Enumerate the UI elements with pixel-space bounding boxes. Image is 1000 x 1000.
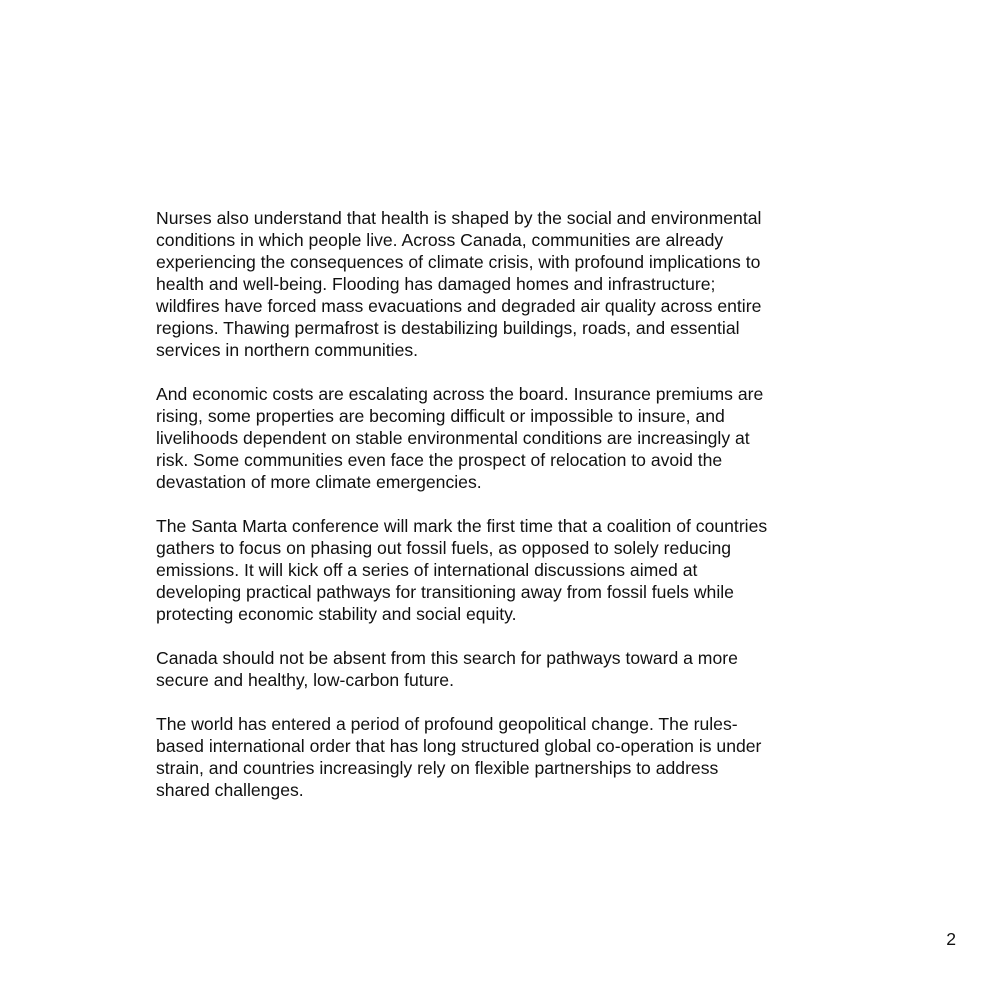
text-line: risk. Some communities even face the prospect of relocation to avoid the bbox=[156, 450, 723, 470]
paragraph-santa-marta bbox=[156, 515, 856, 625]
text-line: The world has entered a period of profound geopolitical change. The rules- bbox=[156, 714, 738, 734]
text-line: services in northern communities. bbox=[156, 340, 419, 360]
text-line: based international order that has long structured global co-operation is under bbox=[156, 736, 762, 756]
text-line: regions. Thawing permafrost is destabilizing buildings, roads, and essential bbox=[156, 318, 740, 338]
text-line: strain, and countries increasingly rely on flexible partnerships to address bbox=[156, 758, 719, 778]
page-number: 2 bbox=[946, 929, 956, 949]
body-text bbox=[156, 207, 856, 823]
text-line: developing practical pathways for transitioning away from fossil fuels while bbox=[156, 582, 734, 602]
text-line: protecting economic stability and social equity. bbox=[156, 604, 517, 624]
text-line: secure and healthy, low-carbon future. bbox=[156, 670, 454, 690]
text-line: shared challenges. bbox=[156, 780, 304, 800]
text-line: livelihoods dependent on stable environmental conditions are increasingly at bbox=[156, 428, 750, 448]
text-line: conditions in which people live. Across Canada, communities are already bbox=[156, 230, 724, 250]
text-line: rising, some properties are becoming difficult or impossible to insure, and bbox=[156, 406, 725, 426]
paragraph-economic-costs bbox=[156, 383, 856, 493]
text-line: wildfires have forced mass evacuations and degraded air quality across entire bbox=[156, 296, 762, 316]
text-line: experiencing the consequences of climate crisis, with profound implications to bbox=[156, 252, 761, 272]
text-line: The Santa Marta conference will mark the first time that a coalition of countries bbox=[156, 516, 768, 536]
paragraph-health-conditions bbox=[156, 207, 856, 361]
text-line: devastation of more climate emergencies. bbox=[156, 472, 482, 492]
text-line: emissions. It will kick off a series of international discussions aimed at bbox=[156, 560, 698, 580]
paragraph-canada-pathways bbox=[156, 647, 856, 691]
paragraph-geopolitical-change bbox=[156, 713, 856, 801]
text-line: And economic costs are escalating across the board. Insurance premiums are bbox=[156, 384, 764, 404]
text-line: Canada should not be absent from this search for pathways toward a more bbox=[156, 648, 738, 668]
text-line: gathers to focus on phasing out fossil fuels, as opposed to solely reducing bbox=[156, 538, 732, 558]
text-line: health and well-being. Flooding has damaged homes and infrastructure; bbox=[156, 274, 716, 294]
text-line: Nurses also understand that health is shaped by the social and environmental bbox=[156, 208, 762, 228]
